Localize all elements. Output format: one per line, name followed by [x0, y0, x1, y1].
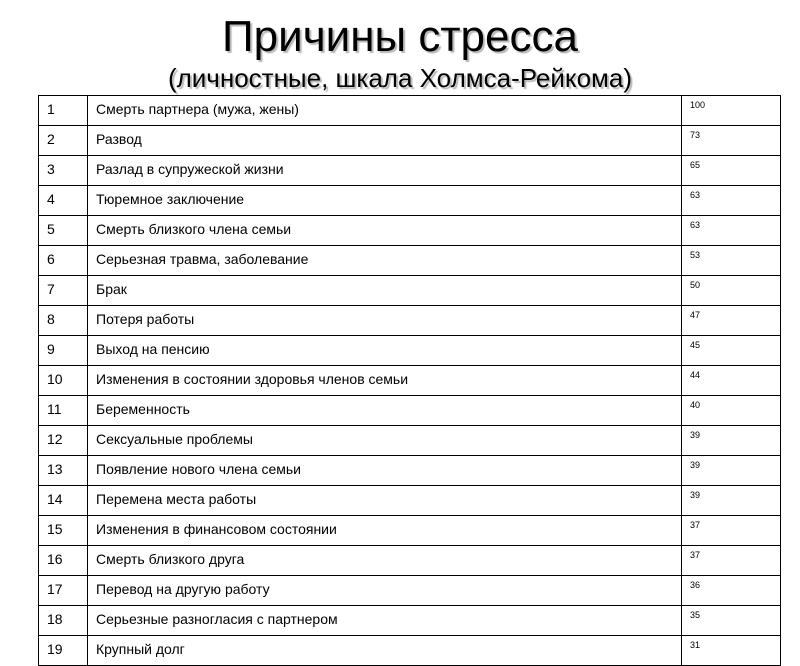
cause-text: Развод: [88, 126, 682, 156]
table-row: [39, 96, 781, 126]
table-row: [39, 486, 781, 516]
table-body: [39, 96, 781, 666]
row-number: 19: [39, 636, 88, 666]
stress-score: 35: [682, 606, 781, 636]
cause-text: Сексуальные проблемы: [88, 426, 682, 456]
stress-score: 37: [682, 516, 781, 546]
stress-score: 31: [682, 636, 781, 666]
row-number: 2: [39, 126, 88, 156]
cause-text: Перемена места работы: [88, 486, 682, 516]
table-row: [39, 456, 781, 486]
cause-text: Изменения в состоянии здоровья членов семьи: [88, 366, 682, 396]
stress-score: 40: [682, 396, 781, 426]
stress-score: 39: [682, 426, 781, 456]
table-row: [39, 396, 781, 426]
cause-text: Крупный долг: [88, 636, 682, 666]
row-number: 17: [39, 576, 88, 606]
row-number: 15: [39, 516, 88, 546]
table-row: [39, 246, 781, 276]
stress-score: 36: [682, 576, 781, 606]
table-row: [39, 186, 781, 216]
table-row: [39, 336, 781, 366]
cause-text: Тюремное заключение: [88, 186, 682, 216]
stress-causes-table: [38, 95, 781, 666]
row-number: 6: [39, 246, 88, 276]
cause-text: Разлад в супружеской жизни: [88, 156, 682, 186]
row-number: 5: [39, 216, 88, 246]
table-row: [39, 576, 781, 606]
table-row: [39, 216, 781, 246]
table-row: [39, 426, 781, 456]
table-row: [39, 156, 781, 186]
row-number: 9: [39, 336, 88, 366]
stress-score: 50: [682, 276, 781, 306]
stress-score: 39: [682, 486, 781, 516]
table-row: [39, 606, 781, 636]
page-subtitle: (личностные, шкала Холмса-Рейкома): [167, 63, 633, 93]
row-number: 16: [39, 546, 88, 576]
stress-score: 45: [682, 336, 781, 366]
stress-score: 63: [682, 216, 781, 246]
row-number: 18: [39, 606, 88, 636]
table-row: [39, 636, 781, 666]
stress-score: 65: [682, 156, 781, 186]
table-row: [39, 546, 781, 576]
stress-score: 47: [682, 306, 781, 336]
stress-score: 63: [682, 186, 781, 216]
stress-score: 37: [682, 546, 781, 576]
table-row: [39, 366, 781, 396]
stress-score: 44: [682, 366, 781, 396]
cause-text: Выход на пенсию: [88, 336, 682, 366]
cause-text: Серьезные разногласия с партнером: [88, 606, 682, 636]
table-row: [39, 516, 781, 546]
cause-text: Серьезная травма, заболевание: [88, 246, 682, 276]
cause-text: Изменения в финансовом состоянии: [88, 516, 682, 546]
cause-text: Смерть близкого члена семьи: [88, 216, 682, 246]
row-number: 3: [39, 156, 88, 186]
cause-text: Беременность: [88, 396, 682, 426]
row-number: 11: [39, 396, 88, 426]
cause-text: Смерть близкого друга: [88, 546, 682, 576]
row-number: 10: [39, 366, 88, 396]
stress-score: 39: [682, 456, 781, 486]
row-number: 12: [39, 426, 88, 456]
cause-text: Появление нового члена семьи: [88, 456, 682, 486]
table-row: [39, 306, 781, 336]
row-number: 4: [39, 186, 88, 216]
stress-score: 100: [682, 96, 781, 126]
page-title: Причины стресса: [222, 12, 578, 61]
stress-score: 73: [682, 126, 781, 156]
row-number: 13: [39, 456, 88, 486]
cause-text: Потеря работы: [88, 306, 682, 336]
cause-text: Смерть партнера (мужа, жены): [88, 96, 682, 126]
row-number: 1: [39, 96, 88, 126]
row-number: 14: [39, 486, 88, 516]
table-row: [39, 126, 781, 156]
cause-text: Перевод на другую работу: [88, 576, 682, 606]
stress-score: 53: [682, 246, 781, 276]
row-number: 7: [39, 276, 88, 306]
row-number: 8: [39, 306, 88, 336]
cause-text: Брак: [88, 276, 682, 306]
table-row: [39, 276, 781, 306]
